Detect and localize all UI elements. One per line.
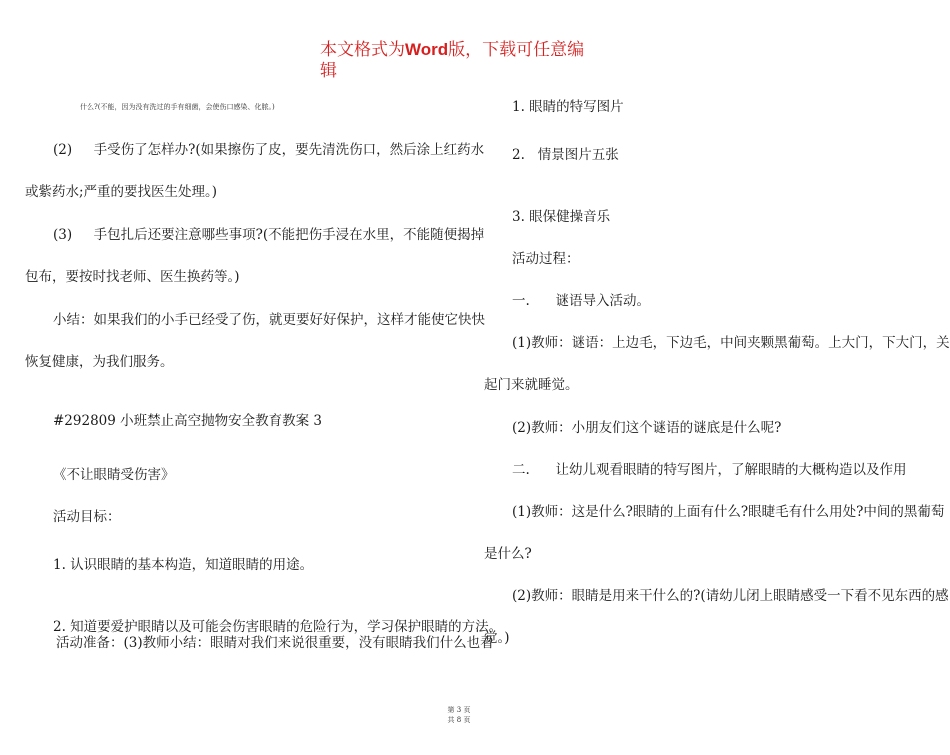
step-1-title: 一. 谜语导入活动。 — [512, 293, 651, 309]
question-3-line1: (3) 手包扎后还要注意哪些事项?(不能把伤手浸在水里，不能随便揭掉 — [53, 227, 485, 243]
goals-label: 活动目标： — [53, 509, 121, 525]
step-2-b-line2: 觉。) — [484, 630, 510, 646]
step-2-b-line1: (2)教师：眼睛是用来干什么的?(请幼儿闭上眼睛感受一下看不见东西的感 — [512, 588, 949, 604]
overlap-line: 活动准备：(3)教师小结：眼睛对我们来说很重要，没有眼睛我们什么也看 — [56, 635, 494, 651]
question-2-line2: 或紫药水;严重的要找医生处理。) — [25, 184, 218, 200]
step-1-b: (2)教师：小朋友们这个谜语的谜底是什么呢? — [512, 420, 782, 436]
banner-text-a: 本文格式为 — [320, 40, 405, 60]
step-1-a-line2: 起门来就睡觉。 — [484, 377, 579, 393]
question-3-line2: 包布，要按时找老师、医生换药等。) — [25, 269, 240, 285]
prep-item-3: 3. 眼保健操音乐 — [512, 209, 611, 225]
step-2-title: 二. 让幼儿观看眼睛的特写图片，了解眼睛的大概构造以及作用 — [512, 462, 907, 478]
question-2-line1: (2) 手受伤了怎样办?(如果擦伤了皮，要先清洗伤口，然后涂上红药水 — [53, 142, 485, 158]
banner-line2: 辑 — [320, 61, 337, 81]
prep-item-2: 2. 情景图片五张 — [512, 147, 619, 163]
summary-line1: 小结：如果我们的小手已经受了伤，就更要好好保护，这样才能使它快快 — [53, 312, 485, 328]
step-2-a-line2: 是什么? — [484, 546, 532, 562]
page-number: 第 3 页 — [447, 706, 471, 714]
banner-word: Word — [405, 40, 449, 59]
prep-item-1: 1. 眼睛的特写图片 — [512, 99, 624, 115]
plan-title: #292809 小班禁止高空抛物安全教育教案 3 — [53, 413, 323, 429]
lesson-title: 《不让眼睛受伤害》 — [53, 467, 175, 483]
step-2-a-line1: (1)教师：这是什么?眼睛的上面有什么?眼睫毛有什么用处?中间的黑葡萄 — [512, 504, 945, 520]
small-note: 什么?(不能，因为没有洗过的手有细菌，会使伤口感染、化脓。) — [80, 103, 275, 111]
goal-2: 2. 知道要爱护眼睛以及可能会伤害眼睛的危险行为，学习保护眼睛的方法。 — [53, 619, 503, 635]
summary-line2: 恢复健康，为我们服务。 — [25, 354, 174, 370]
step-1-a-line1: (1)教师：谜语：上边毛，下边毛，中间夹颗黑葡萄。上大门，下大门，关 — [512, 335, 950, 351]
goal-1: 1. 认识眼睛的基本构造，知道眼睛的用途。 — [53, 557, 314, 573]
page-total: 共 8 页 — [447, 716, 471, 724]
banner-text-b: 版，下载可任意编 — [448, 40, 585, 60]
format-banner — [320, 40, 584, 60]
process-label: 活动过程： — [512, 251, 580, 267]
